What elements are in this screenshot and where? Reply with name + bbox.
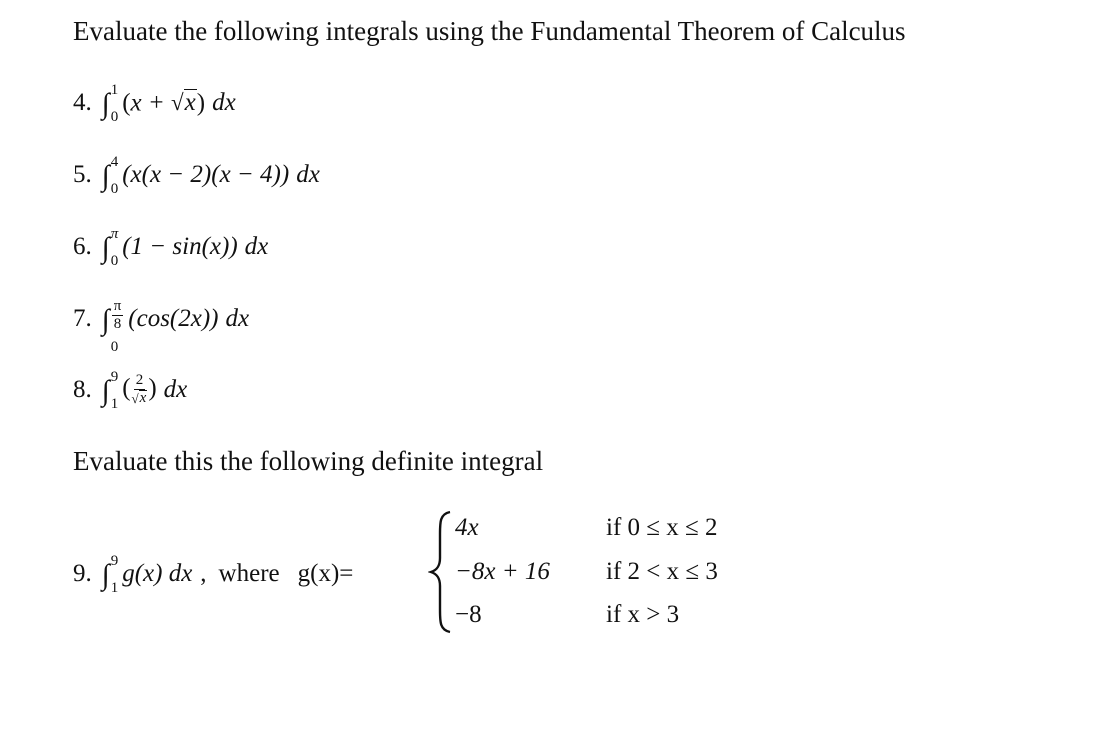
integral-sign: ∫ 1 0 bbox=[101, 82, 119, 125]
heading-fundamental-theorem: Evaluate the following integrals using the Fundamental Theorem of Calculus bbox=[73, 16, 906, 46]
lower-limit: 1 bbox=[110, 396, 119, 412]
upper-limit: 9 bbox=[110, 553, 119, 569]
case-cond-3: if x > 3 bbox=[606, 601, 680, 628]
problem-8 bbox=[73, 370, 187, 410]
problem-number: 8. bbox=[73, 376, 92, 403]
integrand: (x(x − 2)(x − 4)) bbox=[122, 161, 290, 188]
upper-limit: 1 bbox=[110, 82, 119, 98]
where-label: where bbox=[218, 560, 280, 587]
integral-sign: ∫ π 0 bbox=[101, 226, 119, 269]
problem-number: 4. bbox=[73, 89, 92, 116]
lower-limit: 0 bbox=[110, 109, 119, 125]
problem-number: 6. bbox=[73, 233, 92, 260]
lower-limit: 1 bbox=[110, 580, 119, 596]
case-expr-3: −8 bbox=[455, 601, 482, 628]
integrand: (cos(2x)) bbox=[128, 305, 219, 332]
differential: dx bbox=[212, 89, 236, 116]
integral-sign: ∫ 4 0 bbox=[101, 154, 119, 197]
problem-9 bbox=[73, 508, 793, 640]
case-expr-2: −8x + 16 bbox=[455, 558, 550, 585]
problem-7 bbox=[73, 298, 250, 356]
lower-limit: 0 bbox=[110, 181, 119, 197]
integral-sign: ∫ $\frac{\pi}{8}$ 0 bbox=[102, 302, 129, 336]
lower-limit: 0 bbox=[110, 253, 119, 269]
upper-limit: π bbox=[110, 226, 119, 242]
differential: dx bbox=[244, 233, 269, 260]
case-expr-1: 4x bbox=[455, 514, 479, 541]
integral-sign: ∫ 9 1 bbox=[101, 553, 119, 596]
integrand: g(x) dx bbox=[122, 560, 193, 587]
case-cond-2: if 2 < x ≤ 3 bbox=[606, 558, 718, 585]
upper-limit: 4 bbox=[110, 154, 119, 170]
integrand: (1 − sin(x)) bbox=[122, 233, 238, 260]
integrand: (x + √ x ) bbox=[122, 88, 206, 117]
problem-number: 5. bbox=[73, 161, 92, 188]
function-name: g(x)= bbox=[297, 560, 354, 587]
integral-sign: ∫ 9 1 bbox=[101, 369, 119, 412]
comma: , bbox=[200, 560, 207, 587]
problem-5 bbox=[73, 155, 320, 195]
differential: dx bbox=[296, 161, 320, 188]
upper-limit: 9 bbox=[110, 369, 119, 385]
integrand: ( 2 √ x ) bbox=[122, 372, 157, 407]
differential: dx bbox=[225, 305, 250, 332]
upper-limit: $\frac{\pi}{8}$ bbox=[113, 298, 122, 332]
problem-number: 7. bbox=[73, 305, 92, 332]
lower-limit: 0 bbox=[110, 339, 119, 356]
problem-number: 9. bbox=[73, 560, 92, 587]
curly-brace bbox=[428, 510, 458, 634]
problem-6 bbox=[73, 227, 268, 267]
fraction: 2 √ x bbox=[131, 372, 147, 407]
heading-definite-integral: Evaluate this the following definite integral bbox=[73, 446, 544, 476]
differential: dx bbox=[163, 376, 188, 403]
case-cond-1: if 0 ≤ x ≤ 2 bbox=[606, 514, 718, 541]
problem-4 bbox=[73, 83, 236, 123]
square-root: √ x bbox=[171, 88, 196, 116]
